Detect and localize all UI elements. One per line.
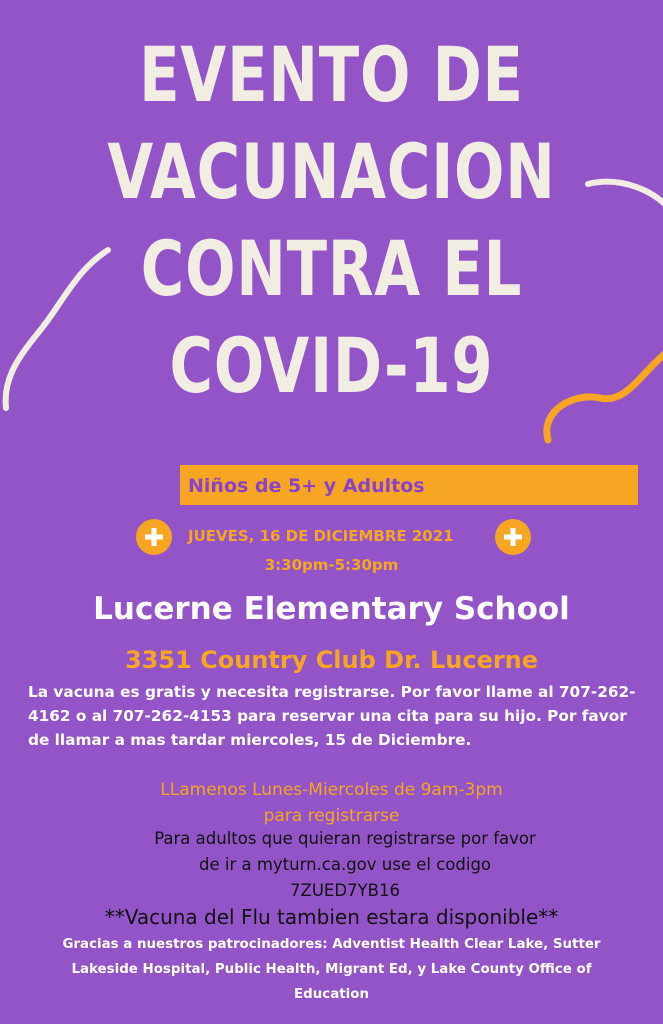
plus-icon — [136, 519, 172, 555]
call-register-line: para registrarse — [263, 806, 400, 826]
title-line-2: VACUNACION — [107, 127, 556, 216]
school-name: Lucerne Elementary School — [93, 591, 570, 627]
title-line-4: COVID-19 — [169, 321, 494, 410]
title-line-1: EVENTO DE — [139, 30, 524, 119]
call-hours-line: LLamenos Lunes-Miercoles de 9am-3pm — [160, 780, 503, 800]
registration-info: La vacuna es gratis y necesita registrarse. Por favor llame al 707-262-4162 o al 707-262-4153 para reservar una cita para su hijo. Por favor de llamar a mas tardar miercoles, 15 de Diciembre. — [28, 683, 636, 749]
title-line-3: CONTRA EL — [140, 224, 523, 313]
event-time: 3:30pm-5:30pm — [264, 556, 399, 574]
plus-icon — [495, 519, 531, 555]
audience-label: Niños de 5+ y Adultos — [188, 475, 425, 497]
event-title — [73, 26, 590, 414]
adults-line-2: de ir a myturn.ca.gov use el codigo — [198, 855, 492, 874]
squiggle-right-decoration — [588, 182, 663, 212]
flu-note: **Vacuna del Flu tambien estara disponible** — [104, 905, 559, 929]
adult-registration — [110, 826, 580, 904]
call-hours — [0, 777, 663, 829]
adults-code: 7ZUED7YB16 — [290, 881, 400, 900]
event-date: JUEVES, 16 DE DICIEMBRE 2021 — [188, 527, 454, 545]
sponsors-text: Gracias a nuestros patrocinadores: Adventist Health Clear Lake, Sutter Lakeside Hospital, Public Health, Migrant Ed, y Lake County Office of Education — [62, 937, 601, 1002]
school-address: 3351 Country Club Dr. Lucerne — [124, 646, 539, 674]
adults-line-1: Para adultos que quieran registrarse por favor — [154, 829, 536, 848]
